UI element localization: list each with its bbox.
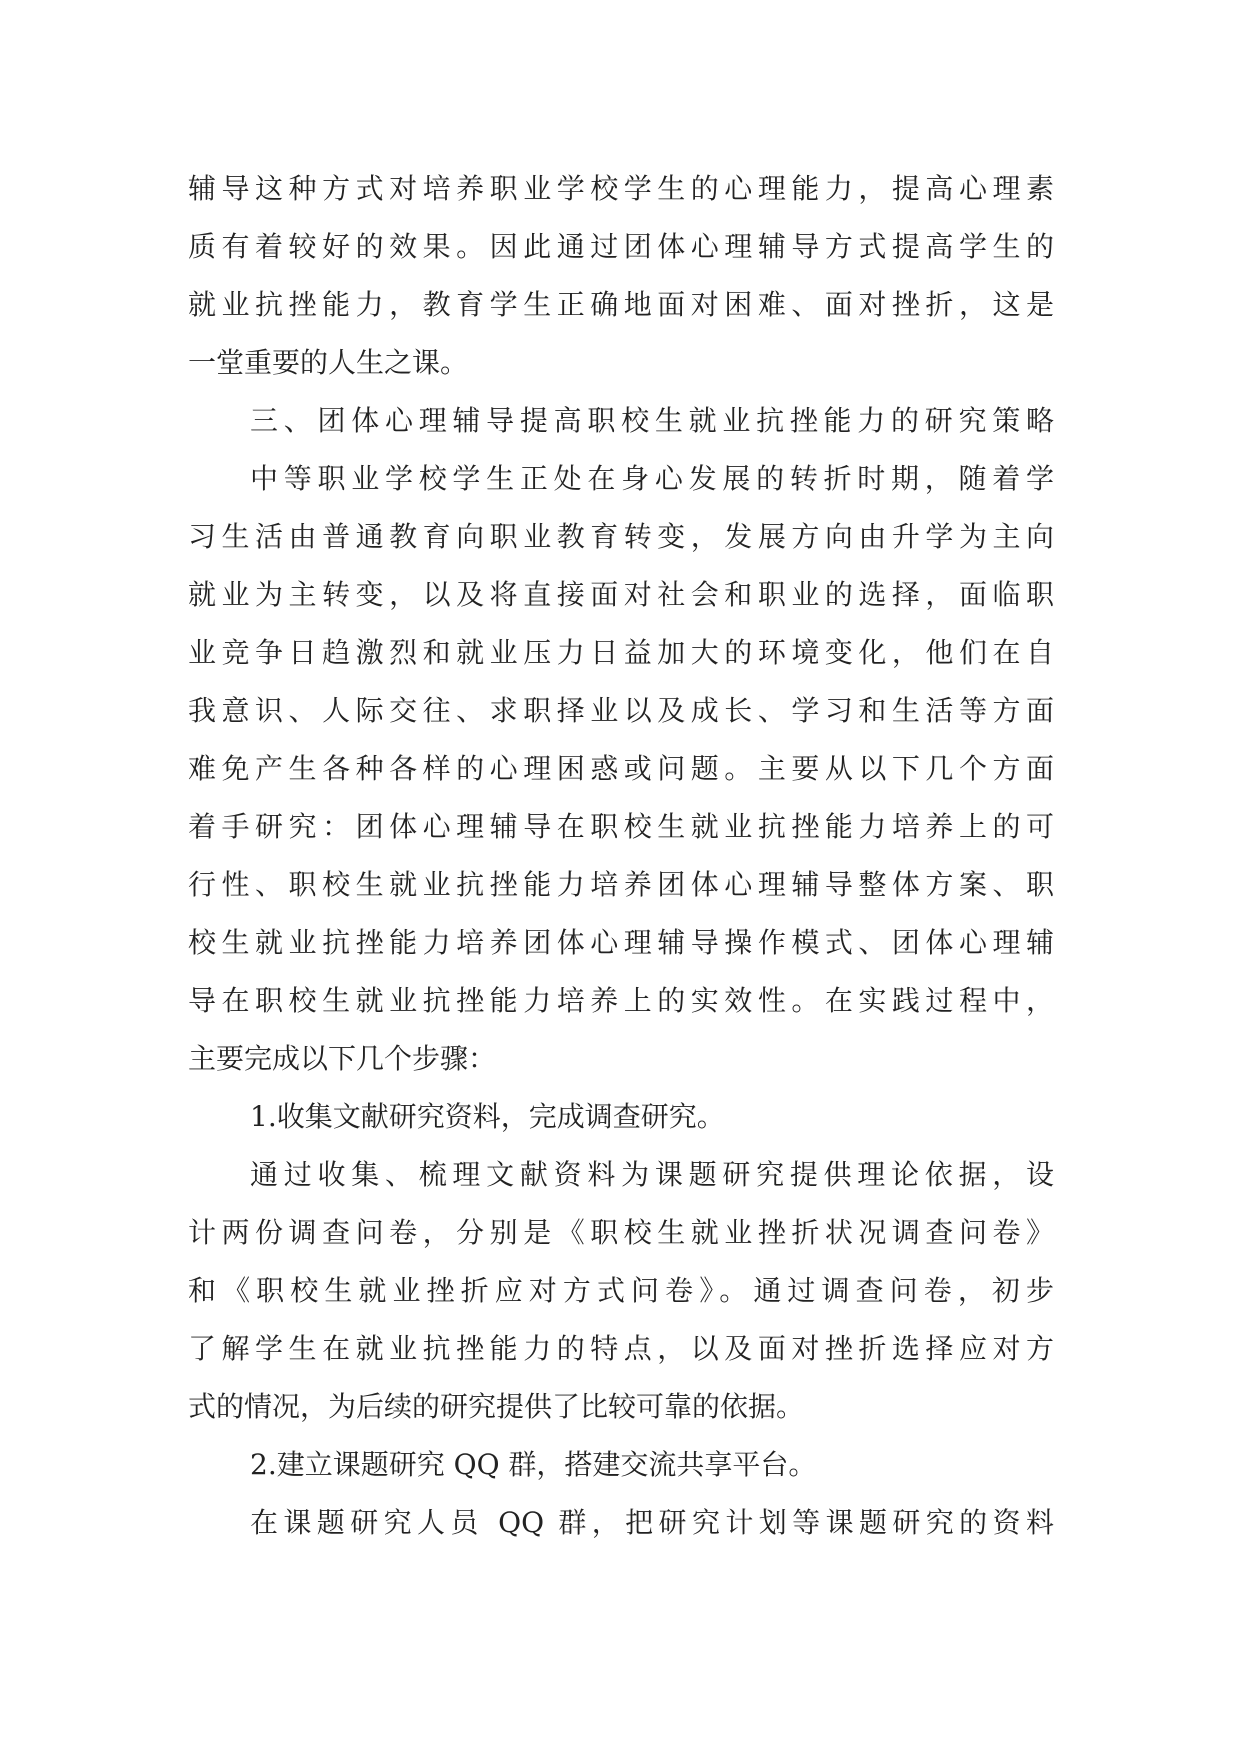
text-line: 着手研究：团体心理辅导在职校生就业抗挫能力培养上的可 <box>188 810 1054 843</box>
text-line: 了解学生在就业抗挫能力的特点，以及面对挫折选择应对方 <box>188 1332 1054 1365</box>
step-heading: 2.建立课题研究 QQ 群，搭建交流共享平台。 <box>250 1448 817 1481</box>
text-line: 我意识、人际交往、求职择业以及成长、学习和生活等方面 <box>188 694 1054 727</box>
document-page <box>188 160 1054 1552</box>
text-line: 式的情况，为后续的研究提供了比较可靠的依据。 <box>188 1390 805 1423</box>
text-line: 计两份调查问卷，分别是《职校生就业挫折状况调查问卷》 <box>188 1216 1054 1249</box>
section-heading: 三、团体心理辅导提高职校生就业抗挫能力的研究策略 <box>250 404 1054 437</box>
text-line: 中等职业学校学生正处在身心发展的转折时期，随着学 <box>250 462 1054 495</box>
text-line: 就业抗挫能力，教育学生正确地面对困难、面对挫折，这是 <box>188 288 1054 321</box>
text-line: 主要完成以下几个步骤： <box>188 1042 497 1075</box>
text-line: 校生就业抗挫能力培养团体心理辅导操作模式、团体心理辅 <box>188 926 1054 959</box>
text-line: 就业为主转变，以及将直接面对社会和职业的选择，面临职 <box>188 578 1054 611</box>
text-line: 辅导这种方式对培养职业学校学生的心理能力，提高心理素 <box>188 172 1054 205</box>
step-heading: 1.收集文献研究资料，完成调查研究。 <box>250 1100 725 1133</box>
text-line: 行性、职校生就业抗挫能力培养团体心理辅导整体方案、职 <box>188 868 1054 901</box>
text-line: 业竞争日趋激烈和就业压力日益加大的环境变化，他们在自 <box>188 636 1054 669</box>
text-line: 质有着较好的效果。因此通过团体心理辅导方式提高学生的 <box>188 230 1054 263</box>
text-line: 导在职校生就业抗挫能力培养上的实效性。在实践过程中， <box>188 984 1054 1017</box>
text-line: 在课题研究人员 QQ 群，把研究计划等课题研究的资料 <box>250 1506 1054 1539</box>
text-line: 一堂重要的人生之课。 <box>188 346 469 379</box>
text-line: 习生活由普通教育向职业教育转变，发展方向由升学为主向 <box>188 520 1054 553</box>
text-line: 通过收集、梳理文献资料为课题研究提供理论依据，设 <box>250 1158 1054 1191</box>
text-line: 难免产生各种各样的心理困惑或问题。主要从以下几个方面 <box>188 752 1054 785</box>
text-line: 和《职校生就业挫折应对方式问卷》。通过调查问卷，初步 <box>188 1274 1054 1307</box>
